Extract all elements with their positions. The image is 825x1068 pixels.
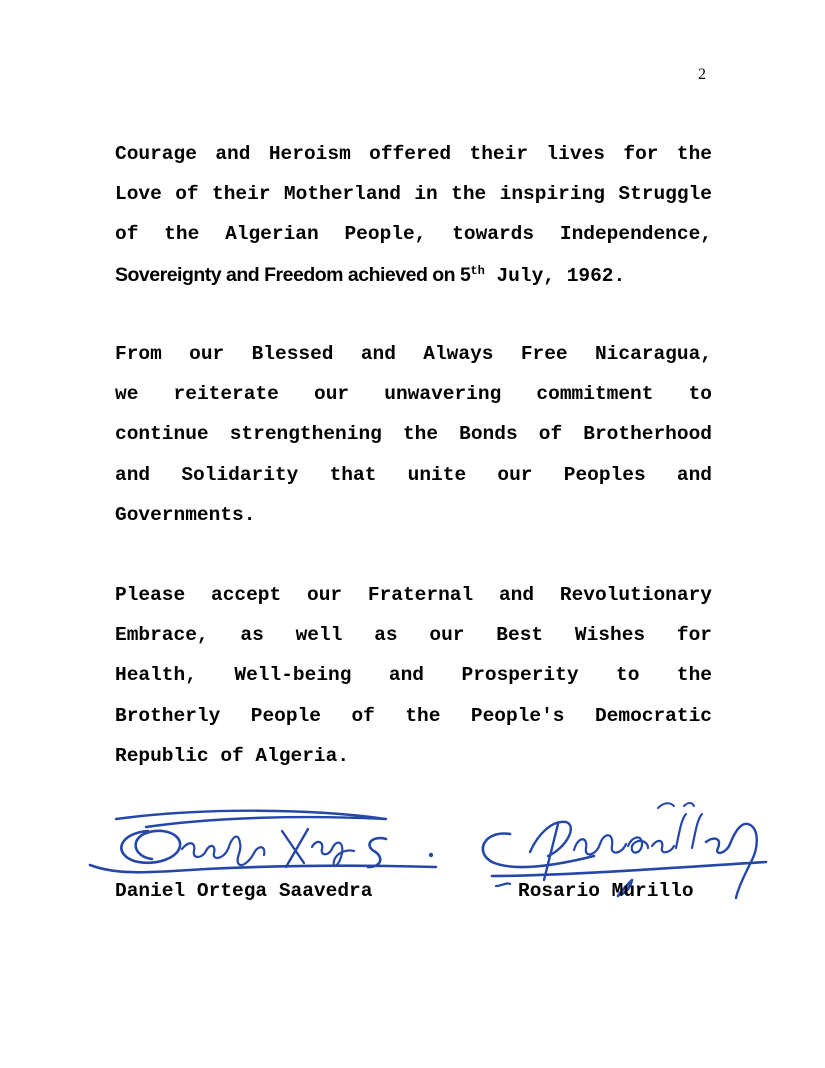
paragraph-text-fragment: July, 1962. bbox=[496, 264, 626, 287]
paragraph-line: Please accept our Fraternal and Revolutionary bbox=[115, 584, 712, 606]
signature-daniel-ortega bbox=[86, 805, 446, 887]
paragraph-line: we reiterate our unwavering commitment to bbox=[115, 383, 712, 406]
ordinal-suffix: th bbox=[470, 263, 485, 278]
paragraph-1 bbox=[115, 134, 712, 296]
paragraph-line: Courage and Heroism offered their lives for the bbox=[115, 143, 712, 165]
paragraph-line: and Solidarity that unite our Peoples and bbox=[115, 463, 712, 486]
paragraph-line-last bbox=[115, 255, 712, 296]
paragraph-line: continue strengthening the Bonds of Brotherhood bbox=[115, 423, 712, 446]
signatory-name-daniel-ortega: Daniel Ortega Saavedra bbox=[115, 880, 373, 902]
paragraph-2 bbox=[115, 334, 712, 535]
paragraph-line: Embrace, as well as our Best Wishes for bbox=[115, 624, 712, 647]
paragraph-line: Governments. bbox=[115, 503, 256, 526]
paragraph-3 bbox=[115, 575, 712, 776]
signatory-name-rosario-murillo: Rosario Murillo bbox=[518, 880, 694, 902]
paragraph-line: Love of their Motherland in the inspiring Struggle bbox=[115, 183, 712, 206]
paragraph-line: of the Algerian People, towards Independence, bbox=[115, 223, 712, 246]
paragraph-line: Health, Well-being and Prosperity to the bbox=[115, 664, 712, 687]
paragraph-line: From our Blessed and Always Free Nicaragua, bbox=[115, 343, 712, 365]
page-number: 2 bbox=[698, 66, 706, 83]
paragraph-line: Republic of Algeria. bbox=[115, 744, 350, 767]
paragraph-text-fragment: Sovereignty and Freedom achieved on 5 bbox=[115, 263, 471, 286]
paragraph-line: Brotherly People of the People's Democratic bbox=[115, 704, 712, 727]
